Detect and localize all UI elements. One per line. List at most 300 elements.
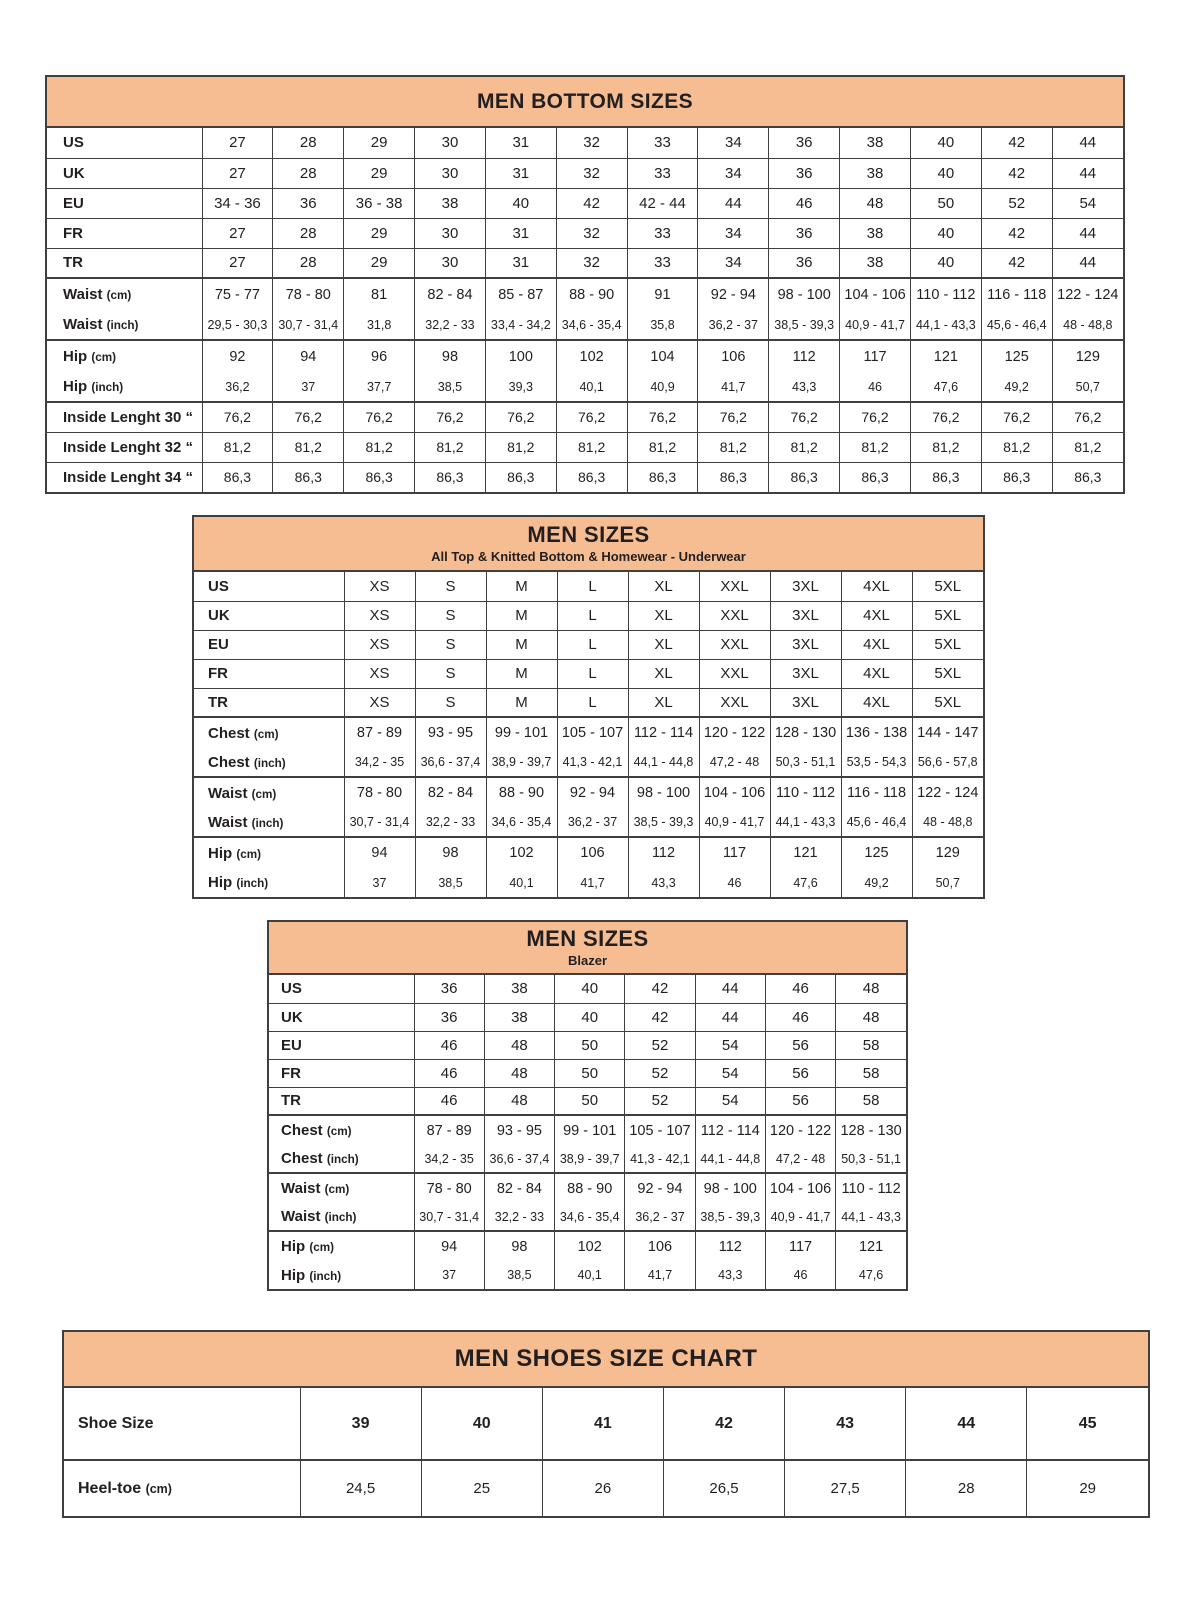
value-cell: 75 - 77: [202, 278, 273, 310]
value-cell: 34,6 - 35,4: [486, 808, 557, 837]
value-cell: 28: [273, 248, 344, 278]
value-cell: 37,7: [344, 372, 415, 402]
value-cell: 47,6: [910, 372, 981, 402]
value-cell: 47,2 - 48: [765, 1145, 835, 1173]
table-title: MEN SIZES: [526, 925, 649, 951]
value-cell: 44: [698, 188, 769, 218]
row-label: [47, 188, 202, 218]
row-label: [47, 432, 202, 462]
value-cell: 38: [484, 1003, 554, 1031]
value-cell: XS: [344, 572, 415, 601]
value-cell: 76,2: [202, 402, 273, 432]
value-cell: 38: [840, 248, 911, 278]
value-cell: 116 - 118: [981, 278, 1052, 310]
value-cell: 43,3: [695, 1261, 765, 1289]
row-label: [47, 462, 202, 492]
men-bottom-sizes-header: [47, 77, 1123, 128]
row-label-text: Inside Lenght 34 “: [63, 468, 194, 486]
row-label-text: Hip: [63, 348, 88, 365]
value-cell: 86,3: [273, 462, 344, 492]
value-cell: 121: [836, 1231, 906, 1261]
row-label-unit: (cm): [91, 351, 117, 364]
value-cell: XXL: [699, 601, 770, 630]
value-cell: XS: [344, 601, 415, 630]
row-label: [269, 1261, 414, 1289]
value-cell: 76,2: [344, 402, 415, 432]
row-label-unit: (cm): [309, 1241, 335, 1254]
table-row: [194, 572, 983, 601]
table-row: [269, 1087, 906, 1115]
value-cell: 76,2: [981, 402, 1052, 432]
value-cell: 29: [344, 158, 415, 188]
value-cell: XXL: [699, 572, 770, 601]
value-cell: 98: [484, 1231, 554, 1261]
value-cell: 94: [414, 1231, 484, 1261]
table-row: [47, 402, 1123, 432]
value-cell: 33: [627, 158, 698, 188]
table-row: [269, 975, 906, 1003]
value-cell: 58: [836, 1059, 906, 1087]
value-cell: 81: [344, 278, 415, 310]
value-cell: 44: [695, 975, 765, 1003]
value-cell: XL: [628, 688, 699, 717]
value-cell: 76,2: [769, 402, 840, 432]
value-cell: 37: [344, 868, 415, 897]
value-cell: L: [557, 630, 628, 659]
value-cell: 34: [698, 158, 769, 188]
men-shoes-size-header: [64, 1332, 1148, 1388]
row-label-text: UK: [208, 607, 230, 624]
value-cell: 82 - 84: [484, 1173, 554, 1203]
table-title: MEN SHOES SIZE CHART: [454, 1344, 758, 1372]
table-row: [47, 310, 1123, 340]
value-cell: 122 - 124: [912, 777, 983, 808]
value-cell: 25: [421, 1460, 542, 1516]
row-label-unit: (inch): [324, 1211, 357, 1224]
value-cell: 50,3 - 51,1: [836, 1145, 906, 1173]
row-label-text: Waist: [208, 813, 248, 831]
value-cell: M: [486, 601, 557, 630]
value-cell: 78 - 80: [273, 278, 344, 310]
value-cell: 120 - 122: [765, 1115, 835, 1145]
value-cell: 32: [556, 128, 627, 158]
value-cell: 128 - 130: [770, 717, 841, 748]
value-cell: XXL: [699, 659, 770, 688]
value-cell: 129: [912, 837, 983, 868]
value-cell: 38,5: [415, 868, 486, 897]
row-label: [194, 777, 344, 808]
value-cell: 32: [556, 158, 627, 188]
value-cell: 48: [836, 1003, 906, 1031]
value-cell: 36: [414, 1003, 484, 1031]
value-cell: 32,2 - 33: [415, 310, 486, 340]
value-cell: S: [415, 659, 486, 688]
value-cell: 82 - 84: [415, 278, 486, 310]
value-cell: 30: [415, 248, 486, 278]
value-cell: XL: [628, 601, 699, 630]
value-cell: 99 - 101: [486, 717, 557, 748]
row-label-text: Chest: [281, 1122, 323, 1139]
value-cell: 29: [1027, 1460, 1148, 1516]
value-cell: 48: [484, 1087, 554, 1115]
value-cell: 50,3 - 51,1: [770, 748, 841, 777]
value-cell: 5XL: [912, 630, 983, 659]
table-title: MEN BOTTOM SIZES: [476, 89, 694, 113]
value-cell: 28: [273, 128, 344, 158]
value-cell: 27: [202, 248, 273, 278]
value-cell: 40: [910, 218, 981, 248]
value-cell: 4XL: [841, 659, 912, 688]
row-label: [269, 1173, 414, 1203]
value-cell: 78 - 80: [414, 1173, 484, 1203]
value-cell: 44,1 - 44,8: [628, 748, 699, 777]
value-cell: 38,5 - 39,3: [769, 310, 840, 340]
row-label-unit: (inch): [106, 319, 139, 332]
table-row: [47, 432, 1123, 462]
row-label: [47, 340, 202, 372]
value-cell: 5XL: [912, 601, 983, 630]
value-cell: 30: [415, 218, 486, 248]
value-cell: 81,2: [415, 432, 486, 462]
value-cell: 98 - 100: [769, 278, 840, 310]
value-cell: 40: [485, 188, 556, 218]
value-cell: 36: [769, 218, 840, 248]
value-cell: 34,6 - 35,4: [555, 1203, 625, 1231]
value-cell: 30: [415, 128, 486, 158]
value-cell: 106: [625, 1231, 695, 1261]
row-label-text: Waist: [208, 784, 248, 802]
value-cell: 3XL: [770, 601, 841, 630]
table-subtitle: All Top & Knitted Bottom & Homewear - Underwear: [431, 548, 746, 564]
value-cell: 56,6 - 57,8: [912, 748, 983, 777]
row-label-text: Shoe Size: [78, 1414, 154, 1432]
value-cell: 34,2 - 35: [414, 1145, 484, 1173]
value-cell: 32,2 - 33: [415, 808, 486, 837]
men-sizes-blazer-grid: [269, 975, 906, 1289]
value-cell: 86,3: [698, 462, 769, 492]
value-cell: 47,6: [770, 868, 841, 897]
value-cell: 86,3: [415, 462, 486, 492]
table-row: [47, 218, 1123, 248]
row-label-text: Heel-toe: [78, 1479, 142, 1497]
value-cell: 81,2: [769, 432, 840, 462]
row-label-text: UK: [63, 164, 85, 182]
row-label-text: Inside Lenght 30 “: [63, 408, 194, 426]
value-cell: 40: [910, 158, 981, 188]
row-label-text: Inside Lenght 32 “: [63, 438, 194, 456]
table-row: [47, 248, 1123, 278]
row-label-unit: (cm): [253, 727, 279, 741]
value-cell: 44,1 - 43,3: [770, 808, 841, 837]
row-label-unit: (inch): [326, 1153, 359, 1166]
value-cell: 86,3: [344, 462, 415, 492]
table-row: [47, 278, 1123, 310]
value-cell: 86,3: [910, 462, 981, 492]
table-row: [269, 1231, 906, 1261]
table-row: [269, 1115, 906, 1145]
row-label-text: Waist: [281, 1180, 321, 1197]
value-cell: 33: [627, 218, 698, 248]
value-cell: 43: [785, 1388, 906, 1460]
table-row: [269, 1173, 906, 1203]
value-cell: M: [486, 659, 557, 688]
row-label-text: Waist: [281, 1208, 321, 1225]
value-cell: 4XL: [841, 630, 912, 659]
value-cell: 47,2 - 48: [699, 748, 770, 777]
value-cell: 46: [699, 868, 770, 897]
value-cell: 117: [840, 340, 911, 372]
value-cell: 54: [1052, 188, 1123, 218]
value-cell: 34,2 - 35: [344, 748, 415, 777]
row-label: [194, 837, 344, 868]
value-cell: 52: [625, 1031, 695, 1059]
value-cell: 24,5: [300, 1460, 421, 1516]
row-label: [269, 1231, 414, 1261]
value-cell: 46: [765, 1261, 835, 1289]
row-label: [269, 975, 414, 1003]
value-cell: 99 - 101: [555, 1115, 625, 1145]
value-cell: 58: [836, 1031, 906, 1059]
value-cell: 32: [556, 218, 627, 248]
value-cell: 42 - 44: [627, 188, 698, 218]
row-label-unit: (inch): [91, 381, 124, 394]
value-cell: 94: [344, 837, 415, 868]
value-cell: 56: [765, 1031, 835, 1059]
value-cell: 41,7: [557, 868, 628, 897]
value-cell: 52: [625, 1087, 695, 1115]
row-label: [194, 630, 344, 659]
value-cell: 46: [414, 1087, 484, 1115]
value-cell: 112: [769, 340, 840, 372]
row-label-unit: (inch): [253, 756, 286, 770]
value-cell: 38,5 - 39,3: [695, 1203, 765, 1231]
row-label: [194, 688, 344, 717]
value-cell: 128 - 130: [836, 1115, 906, 1145]
value-cell: 30,7 - 31,4: [414, 1203, 484, 1231]
value-cell: 3XL: [770, 688, 841, 717]
value-cell: 92 - 94: [625, 1173, 695, 1203]
row-label-text: TR: [281, 1092, 301, 1110]
value-cell: 54: [695, 1059, 765, 1087]
men-sizes-top-grid: [194, 572, 983, 897]
value-cell: 81,2: [627, 432, 698, 462]
value-cell: 34: [698, 218, 769, 248]
value-cell: 46: [765, 1003, 835, 1031]
value-cell: 36: [769, 128, 840, 158]
value-cell: 36,6 - 37,4: [484, 1145, 554, 1173]
value-cell: 110 - 112: [910, 278, 981, 310]
value-cell: M: [486, 630, 557, 659]
value-cell: 44: [1052, 128, 1123, 158]
value-cell: 38,5 - 39,3: [628, 808, 699, 837]
value-cell: 38: [840, 218, 911, 248]
value-cell: 29: [344, 128, 415, 158]
value-cell: 47,6: [836, 1261, 906, 1289]
value-cell: 106: [557, 837, 628, 868]
value-cell: 102: [556, 340, 627, 372]
value-cell: 37: [414, 1261, 484, 1289]
value-cell: L: [557, 688, 628, 717]
value-cell: 42: [625, 1003, 695, 1031]
table-row: [47, 340, 1123, 372]
value-cell: 94: [273, 340, 344, 372]
table-row: [64, 1460, 1148, 1516]
value-cell: 129: [1052, 340, 1123, 372]
value-cell: 37: [273, 372, 344, 402]
value-cell: 36: [273, 188, 344, 218]
row-label: [64, 1388, 300, 1460]
value-cell: 112 - 114: [695, 1115, 765, 1145]
row-label: [47, 310, 202, 340]
value-cell: 112 - 114: [628, 717, 699, 748]
value-cell: 87 - 89: [344, 717, 415, 748]
row-label: [194, 601, 344, 630]
value-cell: 125: [841, 837, 912, 868]
row-label: [269, 1145, 414, 1173]
row-label: [47, 372, 202, 402]
row-label: [64, 1460, 300, 1516]
value-cell: 106: [698, 340, 769, 372]
table-row: [194, 659, 983, 688]
value-cell: 102: [555, 1231, 625, 1261]
row-label-unit: (inch): [309, 1269, 342, 1283]
value-cell: 54: [695, 1031, 765, 1059]
row-label-unit: (cm): [236, 847, 262, 861]
value-cell: 46: [414, 1059, 484, 1087]
value-cell: 81,2: [202, 432, 273, 462]
value-cell: M: [486, 572, 557, 601]
value-cell: 41,7: [625, 1261, 695, 1289]
value-cell: 98: [415, 340, 486, 372]
row-label-text: EU: [281, 1036, 302, 1054]
value-cell: 38: [415, 188, 486, 218]
row-label-text: TR: [63, 254, 83, 272]
value-cell: 38: [484, 975, 554, 1003]
value-cell: 76,2: [415, 402, 486, 432]
value-cell: 117: [765, 1231, 835, 1261]
row-label-text: Hip: [281, 1266, 306, 1284]
value-cell: 4XL: [841, 572, 912, 601]
row-label-text: Hip: [63, 378, 88, 395]
value-cell: S: [415, 572, 486, 601]
value-cell: 36: [414, 975, 484, 1003]
value-cell: 48: [836, 975, 906, 1003]
row-label: [269, 1003, 414, 1031]
row-label-text: US: [208, 577, 229, 595]
value-cell: 96: [344, 340, 415, 372]
row-label: [269, 1115, 414, 1145]
value-cell: 38,5: [484, 1261, 554, 1289]
value-cell: 31: [485, 128, 556, 158]
value-cell: 3XL: [770, 659, 841, 688]
value-cell: 41,3 - 42,1: [625, 1145, 695, 1173]
row-label-text: EU: [63, 194, 84, 212]
value-cell: 92: [202, 340, 273, 372]
value-cell: 44: [1052, 218, 1123, 248]
value-cell: 116 - 118: [841, 777, 912, 808]
value-cell: 81,2: [273, 432, 344, 462]
row-label: [47, 218, 202, 248]
value-cell: 40,9 - 41,7: [840, 310, 911, 340]
value-cell: 43,3: [769, 372, 840, 402]
value-cell: 26,5: [663, 1460, 784, 1516]
value-cell: 110 - 112: [770, 777, 841, 808]
value-cell: 76,2: [910, 402, 981, 432]
value-cell: 44: [1052, 248, 1123, 278]
value-cell: 39,3: [485, 372, 556, 402]
value-cell: 26: [542, 1460, 663, 1516]
row-label: [194, 748, 344, 777]
row-label-text: Hip: [208, 844, 233, 862]
table-title: MEN SIZES: [527, 521, 650, 547]
value-cell: 44,1 - 43,3: [836, 1203, 906, 1231]
value-cell: 98 - 100: [695, 1173, 765, 1203]
value-cell: 50: [555, 1087, 625, 1115]
value-cell: 52: [625, 1059, 695, 1087]
value-cell: 112: [628, 837, 699, 868]
value-cell: 81,2: [556, 432, 627, 462]
value-cell: 40,1: [556, 372, 627, 402]
value-cell: 38,5: [415, 372, 486, 402]
value-cell: 78 - 80: [344, 777, 415, 808]
value-cell: 36,6 - 37,4: [415, 748, 486, 777]
value-cell: 34,6 - 35,4: [556, 310, 627, 340]
value-cell: 30,7 - 31,4: [344, 808, 415, 837]
value-cell: 40: [421, 1388, 542, 1460]
value-cell: 122 - 124: [1052, 278, 1123, 310]
men-sizes-top-header: [194, 517, 983, 572]
row-label-text: EU: [208, 636, 229, 653]
value-cell: XS: [344, 659, 415, 688]
row-label-unit: (cm): [106, 289, 132, 302]
value-cell: 34: [698, 128, 769, 158]
value-cell: 40,9 - 41,7: [765, 1203, 835, 1231]
value-cell: 48: [484, 1059, 554, 1087]
table-row: [269, 1031, 906, 1059]
value-cell: 36 - 38: [344, 188, 415, 218]
row-label-text: Chest: [208, 724, 250, 742]
value-cell: 104 - 106: [699, 777, 770, 808]
value-cell: 40: [910, 248, 981, 278]
row-label-text: Chest: [208, 753, 250, 771]
row-label-text: US: [281, 980, 302, 998]
value-cell: 86,3: [202, 462, 273, 492]
row-label-text: FR: [63, 224, 83, 242]
value-cell: 121: [910, 340, 981, 372]
row-label-unit: (cm): [145, 1481, 172, 1496]
value-cell: S: [415, 688, 486, 717]
table-row: [194, 717, 983, 748]
value-cell: 27: [202, 218, 273, 248]
value-cell: 117: [699, 837, 770, 868]
value-cell: 46: [840, 372, 911, 402]
value-cell: 28: [273, 218, 344, 248]
value-cell: XL: [628, 659, 699, 688]
row-label-text: Hip: [281, 1238, 306, 1255]
value-cell: 42: [981, 218, 1052, 248]
row-label-text: FR: [281, 1064, 301, 1082]
value-cell: 27: [202, 128, 273, 158]
value-cell: 104 - 106: [765, 1173, 835, 1203]
value-cell: 40,9: [627, 372, 698, 402]
value-cell: 46: [414, 1031, 484, 1059]
value-cell: 40,9 - 41,7: [699, 808, 770, 837]
value-cell: 36,2 - 37: [698, 310, 769, 340]
value-cell: 86,3: [485, 462, 556, 492]
table-row: [194, 748, 983, 777]
row-label: [47, 278, 202, 310]
value-cell: 76,2: [1052, 402, 1123, 432]
